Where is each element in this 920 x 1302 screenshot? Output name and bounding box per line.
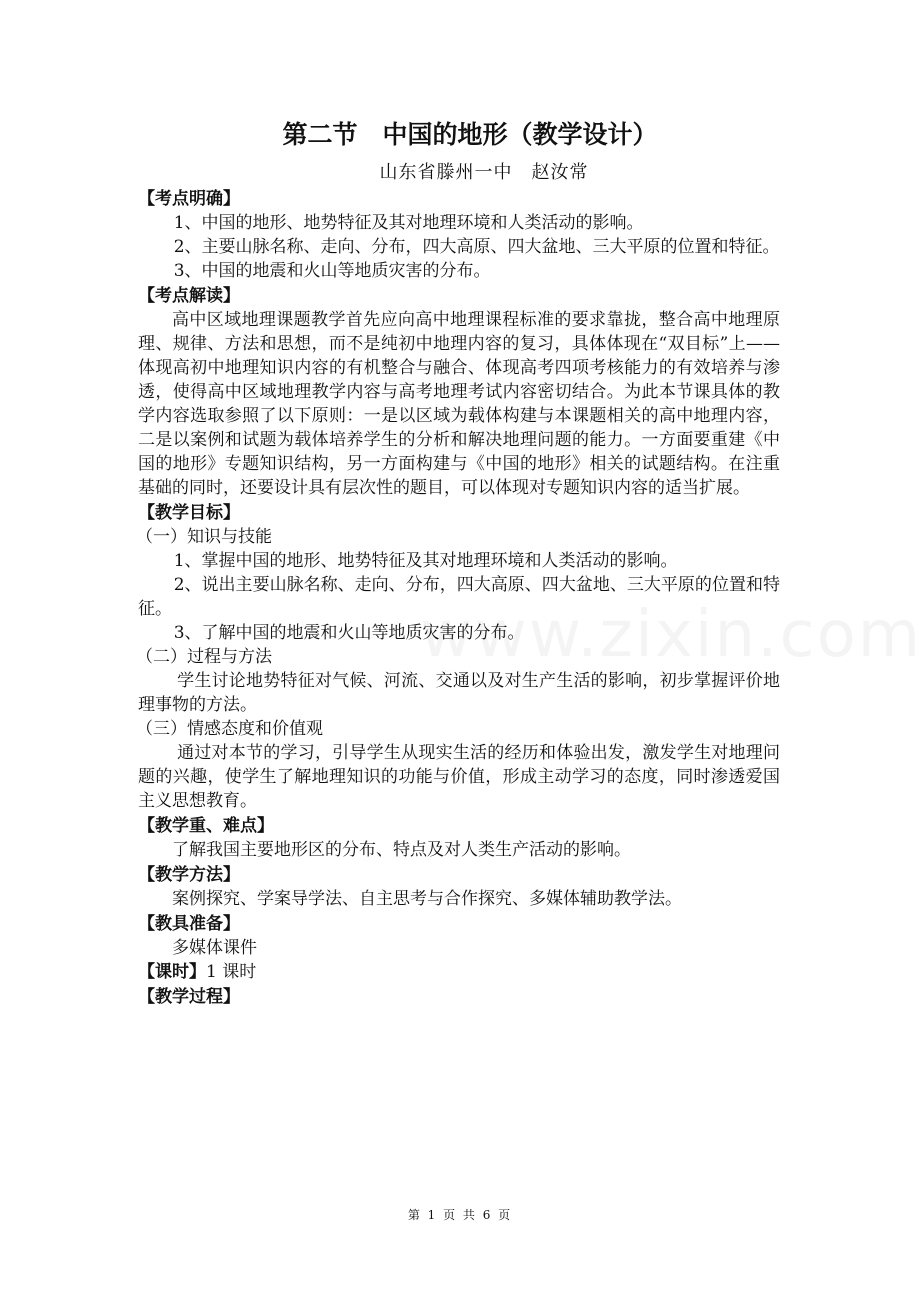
document-body — [138, 118, 780, 1009]
mubiao-item-2: 2、说出主要山脉名称、走向、分布，四大高原、四大盆地、三大平原的位置和特征。 — [138, 575, 780, 619]
fangfa-text: 案例探究、学案导学法、自主思考与合作探究、多媒体辅助教学法。 — [172, 889, 682, 909]
mubiao-sub-2: （二）过程与方法 — [136, 647, 272, 667]
jiedu-paragraph: 高中区域地理课题教学首先应向高中地理课程标准的要求靠拢，整合高中地理原理、规律、方法和思想，而不是纯初中地理内容的复习，具体体现在“双目标”上——体现高初中地理知识内容的有机整合与融合、体现高考四项考核能力的有效培养与渗透，使得高中区域地理教学内容与高考地理考试内容密切结合。为此本节课具体的教学内容选取参照了以下原则：一是以区域为载体构建与本课题相关的高中地理内容，二是以案例和试题为载体培养学生的分析和解决地理问题的能力。一方面要重建《中国的地形》专题知识结构，另一方面构建与《中国的地形》相关的试题结构。在注重基础的同时，还要设计具有层次性的题目，可以体现对专题知识内容的适当扩展。 — [138, 310, 780, 498]
page-footer: 第 1 页 共 6 页 — [407, 1208, 513, 1222]
section-heading-mubiao: 【教学目标】 — [138, 503, 240, 523]
mubiao-paragraph-3: 通过对本节的学习，引导学生从现实生活的经历和体验出发，激发学生对地理问题的兴趣，使学生了解地理知识的功能与价值，形成主动学习的态度，同时渗透爱国主义思想教育。 — [138, 743, 780, 811]
mubiao-item-1: 1、掌握中国的地形、地势特征及其对地理环境和人类活动的影响。 — [173, 551, 678, 571]
kaodian-item-2: 2、主要山脉名称、走向、分布，四大高原、四大盆地、三大平原的位置和特征。 — [173, 237, 780, 257]
section-heading-guocheng: 【教学过程】 — [138, 987, 240, 1007]
section-heading-keshi: 【课时】 — [138, 962, 206, 982]
kaodian-item-1: 1、中国的地形、地势特征及其对地理环境和人类活动的影响。 — [173, 213, 644, 233]
keshi-text: 1 课时 — [206, 962, 257, 982]
mubiao-sub-1: （一）知识与技能 — [136, 527, 272, 547]
mubiao-sub-3: （三）情感态度和价值观 — [136, 719, 323, 739]
section-heading-zhongdian: 【教学重、难点】 — [138, 816, 274, 836]
author-line: 山东省滕州一中 赵汝常 — [379, 162, 589, 183]
section-heading-jiaoju: 【教具准备】 — [138, 914, 240, 934]
mubiao-paragraph-2: 学生讨论地势特征对气候、河流、交通以及对生产生活的影响，初步掌握评价地理事物的方法。 — [138, 671, 780, 715]
mubiao-item-3: 3、了解中国的地震和火山等地质灾害的分布。 — [173, 623, 525, 643]
jiaoju-text: 多媒体课件 — [172, 938, 257, 958]
section-heading-jiedu: 【考点解读】 — [138, 286, 240, 306]
keshi-line — [138, 960, 780, 984]
section-heading-kaodian: 【考点明确】 — [138, 189, 240, 209]
section-heading-fangfa: 【教学方法】 — [138, 865, 240, 885]
zhongdian-text: 了解我国主要地形区的分布、特点及对人类生产活动的影响。 — [172, 840, 631, 860]
kaodian-item-3: 3、中国的地震和火山等地质灾害的分布。 — [173, 261, 491, 281]
page-title: 第二节 中国的地形（教学设计） — [282, 120, 658, 149]
